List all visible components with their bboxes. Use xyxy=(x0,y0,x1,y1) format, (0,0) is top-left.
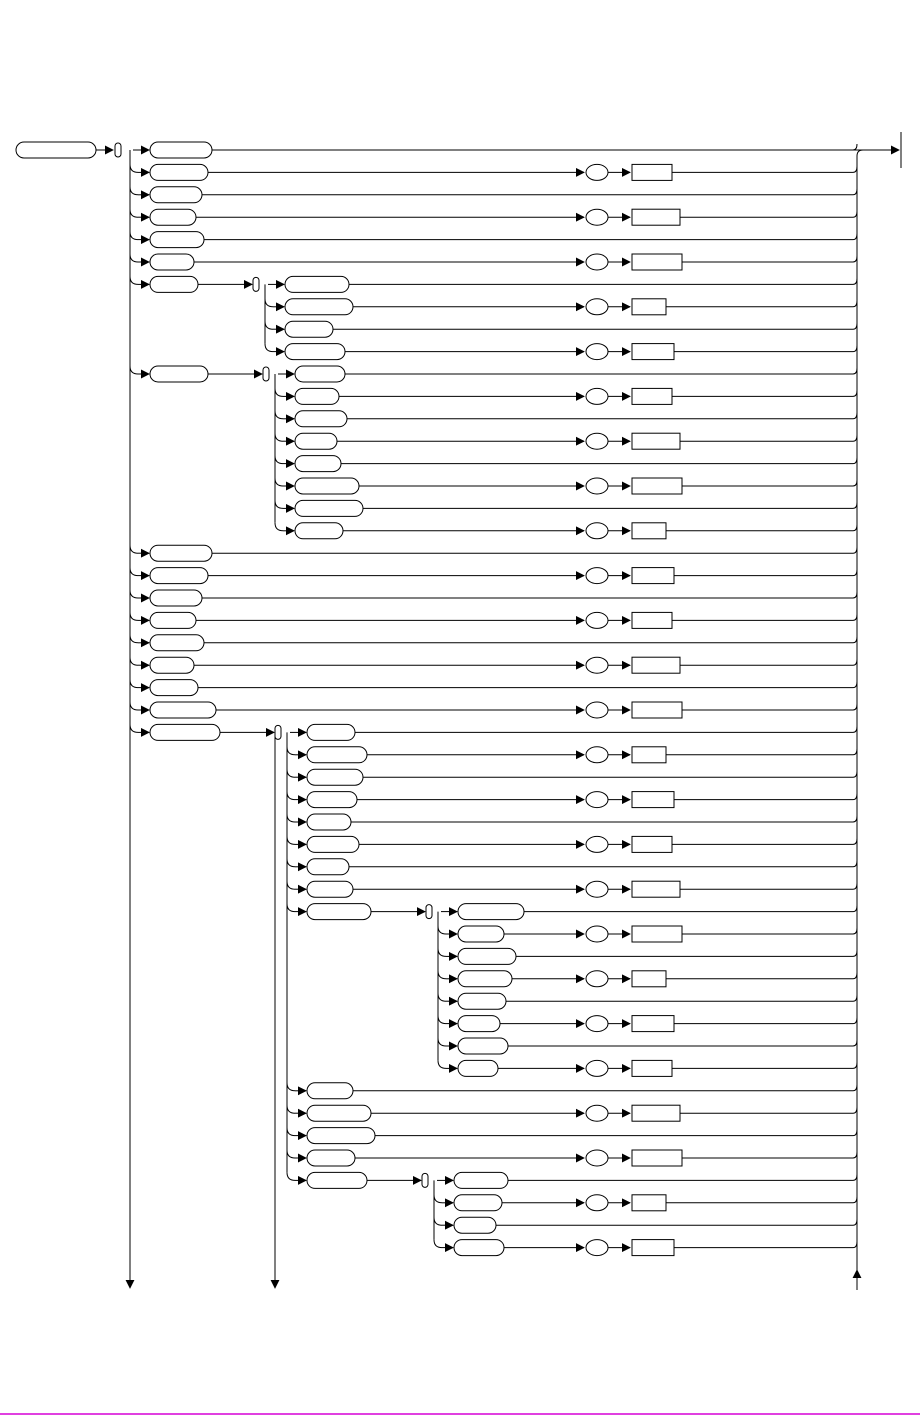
branch-16-7-separator xyxy=(586,881,608,897)
branch-16-13-1-branch-curve xyxy=(434,1195,442,1203)
branch-16-1-keyword-node xyxy=(307,747,367,763)
branch-7-keyword-node xyxy=(150,366,208,382)
branch-16-2-join xyxy=(853,771,857,777)
branch-2-branch-curve xyxy=(130,187,138,195)
branch-6-keyword-node xyxy=(150,276,198,292)
branch-16-8-1-separator xyxy=(586,926,608,942)
branch-12-join xyxy=(853,637,857,643)
branch-16-4-join xyxy=(853,816,857,822)
branch-7-1-branch-curve xyxy=(275,388,283,396)
branch-16-13-2-join xyxy=(853,1219,857,1225)
branch-16-4-keyword-node xyxy=(307,814,351,830)
branch-10-branch-curve xyxy=(130,590,138,598)
branch-8-keyword-node xyxy=(150,545,212,561)
root-keyword-node xyxy=(16,142,96,158)
branch-5-branch-curve xyxy=(130,254,138,262)
branch-15-keyword-node xyxy=(150,702,216,718)
branch-1-parameter-box xyxy=(632,164,672,180)
branch-16-8-7-join xyxy=(853,1062,857,1068)
branch-6-2-keyword-node xyxy=(285,321,333,337)
branch-2-join xyxy=(853,189,857,195)
branch-6-0-join xyxy=(853,278,857,284)
branch-7-3-parameter-box xyxy=(632,433,680,449)
branch-16-12-keyword-node xyxy=(307,1150,355,1166)
branch-16-12-join xyxy=(853,1152,857,1158)
branch-16-2-branch-curve xyxy=(287,769,295,777)
branch-16-5-separator xyxy=(586,836,608,852)
branch-7-2-keyword-node xyxy=(295,411,347,427)
branch-7-4-keyword-node xyxy=(295,456,341,472)
branch-16-8-5-parameter-box xyxy=(632,1016,674,1032)
branch-0-keyword-node xyxy=(150,142,212,158)
branch-1-branch-curve xyxy=(130,164,138,172)
branch-16-13-3-parameter-box xyxy=(632,1240,674,1256)
branch-0-join xyxy=(853,144,857,150)
branch-8-join xyxy=(853,547,857,553)
branch-6-3-keyword-node xyxy=(285,344,345,360)
right-spine-top-curve xyxy=(857,150,863,156)
branch-10-keyword-node xyxy=(150,590,202,606)
branch-7-5-branch-curve xyxy=(275,478,283,486)
branch-6-3-parameter-box xyxy=(632,344,674,360)
branch-3-parameter-box xyxy=(632,209,680,225)
branch-16-11-keyword-node xyxy=(307,1128,375,1144)
branch-16-13-3-separator xyxy=(586,1240,608,1256)
branch-16-8-7-branch-curve xyxy=(438,1060,446,1068)
branch-9-join xyxy=(853,570,857,576)
branch-16-1-parameter-box xyxy=(632,747,666,763)
branch-6-1-separator xyxy=(586,299,608,315)
branch-16-8-3-parameter-box xyxy=(632,971,666,987)
branch-6-1-join xyxy=(853,301,857,307)
branch-3-branch-curve xyxy=(130,209,138,217)
root-choice-node xyxy=(115,143,121,157)
branch-16-12-separator xyxy=(586,1150,608,1166)
branch-11-branch-curve xyxy=(130,612,138,620)
branch-3-join xyxy=(853,211,857,217)
branch-15-parameter-box xyxy=(632,702,682,718)
branch-13-parameter-box xyxy=(632,657,680,673)
branch-16-1-separator xyxy=(586,747,608,763)
branch-16-8-7-separator xyxy=(586,1060,608,1076)
branch-16-5-join xyxy=(853,838,857,844)
branch-7-7-branch-curve xyxy=(275,523,283,531)
branch-1-join xyxy=(853,166,857,172)
branch-16-10-keyword-node xyxy=(307,1105,371,1121)
branch-16-branch-curve xyxy=(130,724,138,732)
branch-16-7-keyword-node xyxy=(307,881,353,897)
branch-7-branch-curve xyxy=(130,366,138,374)
branch-16-6-keyword-node xyxy=(307,859,349,875)
branch-5-separator xyxy=(586,254,608,270)
branch-16-11-branch-curve xyxy=(287,1128,295,1136)
branch-6-2-join xyxy=(853,323,857,329)
branch-16-1-branch-curve xyxy=(287,747,295,755)
branch-16-8-5-keyword-node xyxy=(458,1016,500,1032)
branch-7-1-join xyxy=(853,390,857,396)
branch-8-branch-curve xyxy=(130,545,138,553)
branch-7-1-parameter-box xyxy=(632,388,672,404)
branch-16-8-3-join xyxy=(853,973,857,979)
branch-16-8-2-join xyxy=(853,950,857,956)
branch-6-3-join xyxy=(853,346,857,352)
branch-14-keyword-node xyxy=(150,680,198,696)
branch-16-13-3-join xyxy=(853,1242,857,1248)
branch-16-8-6-keyword-node xyxy=(458,1038,508,1054)
branch-16-3-separator xyxy=(586,792,608,808)
branch-16-9-join xyxy=(853,1085,857,1091)
branch-16-6-join xyxy=(853,861,857,867)
branch-16-8-5-join xyxy=(853,1018,857,1024)
branch-7-7-separator xyxy=(586,523,608,539)
branch-16-8-7-parameter-box xyxy=(632,1060,672,1076)
branch-16-10-parameter-box xyxy=(632,1105,680,1121)
branch-15-branch-curve xyxy=(130,702,138,710)
branch-3-separator xyxy=(586,209,608,225)
branch-7-1-separator xyxy=(586,388,608,404)
branch-14-join xyxy=(853,682,857,688)
branch-1-separator xyxy=(586,164,608,180)
branch-13-join xyxy=(853,659,857,665)
branch-16-8-4-keyword-node xyxy=(458,993,506,1009)
branch-4-join xyxy=(853,234,857,240)
branch-16-8-6-branch-curve xyxy=(438,1038,446,1046)
branch-16-0-keyword-node xyxy=(307,724,355,740)
branch-16-keyword-node xyxy=(150,724,220,740)
branch-16-13-3-branch-curve xyxy=(434,1240,442,1248)
branch-16-8-2-branch-curve xyxy=(438,948,446,956)
branch-6-0-keyword-node xyxy=(285,276,349,292)
branch-9-parameter-box xyxy=(632,568,674,584)
branch-16-8-1-join xyxy=(853,928,857,934)
branch-13-separator xyxy=(586,657,608,673)
branch-7-6-branch-curve xyxy=(275,500,283,508)
branch-12-keyword-node xyxy=(150,635,204,651)
branch-16-7-parameter-box xyxy=(632,881,680,897)
branch-16-12-branch-curve xyxy=(287,1150,295,1158)
branch-7-0-keyword-node xyxy=(295,366,345,382)
branch-11-keyword-node xyxy=(150,612,196,628)
branch-7-6-keyword-node xyxy=(295,500,363,516)
branch-6-3-separator xyxy=(586,344,608,360)
branch-7-7-join xyxy=(853,525,857,531)
branch-16-10-separator xyxy=(586,1105,608,1121)
branch-13-keyword-node xyxy=(150,657,194,673)
branch-6-3-branch-curve xyxy=(265,344,273,352)
branch-16-5-keyword-node xyxy=(307,836,359,852)
branch-4-branch-curve xyxy=(130,232,138,240)
branch-15-separator xyxy=(586,702,608,718)
branch-16-8-3-branch-curve xyxy=(438,971,446,979)
branch-7-5-separator xyxy=(586,478,608,494)
branch-13-branch-curve xyxy=(130,657,138,665)
branch-6-2-branch-curve xyxy=(265,321,273,329)
branch-16-13-3-keyword-node xyxy=(454,1240,504,1256)
branch-16-6-branch-curve xyxy=(287,859,295,867)
branch-16-13-1-parameter-box xyxy=(632,1195,666,1211)
branch-16-11-join xyxy=(853,1130,857,1136)
branch-16-13-1-keyword-node xyxy=(454,1195,502,1211)
branch-7-3-separator xyxy=(586,433,608,449)
branch-16-13-0-keyword-node xyxy=(454,1172,508,1188)
branch-3-keyword-node xyxy=(150,209,196,225)
branch-7-6-join xyxy=(853,502,857,508)
diagram-layer xyxy=(16,132,901,1290)
branch-16-8-0-join xyxy=(853,906,857,912)
branch-16-0-join xyxy=(853,726,857,732)
branch-16-8-1-parameter-box xyxy=(632,926,682,942)
branch-7-0-join xyxy=(853,368,857,374)
branch-5-keyword-node xyxy=(150,254,194,270)
branch-16-choice-node xyxy=(275,725,281,739)
branch-16-13-choice-node xyxy=(422,1173,428,1187)
branch-16-13-0-join xyxy=(853,1174,857,1180)
branch-6-branch-curve xyxy=(130,276,138,284)
branch-7-5-join xyxy=(853,480,857,486)
branch-7-5-keyword-node xyxy=(295,478,359,494)
branch-16-8-7-keyword-node xyxy=(458,1060,498,1076)
branch-16-8-keyword-node xyxy=(307,904,371,920)
branch-16-5-branch-curve xyxy=(287,836,295,844)
branch-10-join xyxy=(853,592,857,598)
branch-16-8-5-separator xyxy=(586,1016,608,1032)
branch-16-10-join xyxy=(853,1107,857,1113)
branch-16-13-2-keyword-node xyxy=(454,1217,496,1233)
branch-7-7-keyword-node xyxy=(295,523,343,539)
branch-16-8-3-separator xyxy=(586,971,608,987)
branch-16-3-branch-curve xyxy=(287,792,295,800)
branch-16-13-keyword-node xyxy=(307,1172,367,1188)
branch-5-parameter-box xyxy=(632,254,682,270)
branch-16-13-branch-curve xyxy=(287,1172,295,1180)
branch-16-7-branch-curve xyxy=(287,881,295,889)
branch-16-8-2-keyword-node xyxy=(458,948,516,964)
branch-9-keyword-node xyxy=(150,568,208,584)
branch-16-3-join xyxy=(853,794,857,800)
branch-7-2-branch-curve xyxy=(275,411,283,419)
branch-16-1-join xyxy=(853,749,857,755)
branch-16-7-join xyxy=(853,883,857,889)
branch-1-keyword-node xyxy=(150,164,208,180)
branch-5-join xyxy=(853,256,857,262)
branch-16-13-1-join xyxy=(853,1197,857,1203)
branch-16-8-branch-curve xyxy=(287,904,295,912)
branch-16-2-keyword-node xyxy=(307,769,363,785)
footer-rule xyxy=(0,1413,920,1415)
branch-14-branch-curve xyxy=(130,680,138,688)
branch-16-4-branch-curve xyxy=(287,814,295,822)
branch-11-parameter-box xyxy=(632,612,672,628)
branch-16-8-6-join xyxy=(853,1040,857,1046)
branch-7-choice-node xyxy=(263,367,269,381)
branch-16-5-parameter-box xyxy=(632,836,672,852)
branch-11-join xyxy=(853,614,857,620)
branch-12-branch-curve xyxy=(130,635,138,643)
branch-7-3-join xyxy=(853,435,857,441)
branch-16-13-1-separator xyxy=(586,1195,608,1211)
branch-16-3-keyword-node xyxy=(307,792,357,808)
branch-6-choice-node xyxy=(253,277,259,291)
branch-7-3-keyword-node xyxy=(295,433,337,449)
branch-16-8-1-branch-curve xyxy=(438,926,446,934)
branch-16-8-5-branch-curve xyxy=(438,1016,446,1024)
branch-9-branch-curve xyxy=(130,568,138,576)
branch-6-1-branch-curve xyxy=(265,299,273,307)
branch-16-12-parameter-box xyxy=(632,1150,682,1166)
branch-7-3-branch-curve xyxy=(275,433,283,441)
branch-16-8-4-join xyxy=(853,995,857,1001)
branch-7-7-parameter-box xyxy=(632,523,666,539)
branch-16-8-4-branch-curve xyxy=(438,993,446,1001)
branch-4-keyword-node xyxy=(150,232,204,248)
branch-9-separator xyxy=(586,568,608,584)
branch-2-keyword-node xyxy=(150,187,202,203)
branch-16-8-choice-node xyxy=(426,905,432,919)
branch-16-13-2-branch-curve xyxy=(434,1217,442,1225)
branch-16-10-branch-curve xyxy=(287,1105,295,1113)
branch-16-9-branch-curve xyxy=(287,1083,295,1091)
branch-7-5-parameter-box xyxy=(632,478,682,494)
branch-7-4-join xyxy=(853,458,857,464)
branch-6-1-parameter-box xyxy=(632,299,666,315)
branch-16-9-keyword-node xyxy=(307,1083,353,1099)
branch-7-1-keyword-node xyxy=(295,388,339,404)
branch-16-8-3-keyword-node xyxy=(458,971,512,987)
branch-6-1-keyword-node xyxy=(285,299,353,315)
branch-11-separator xyxy=(586,612,608,628)
branch-16-8-0-keyword-node xyxy=(458,904,524,920)
branch-7-2-join xyxy=(853,413,857,419)
branch-7-4-branch-curve xyxy=(275,456,283,464)
branch-16-8-1-keyword-node xyxy=(458,926,504,942)
branch-16-3-parameter-box xyxy=(632,792,674,808)
branch-15-join xyxy=(853,704,857,710)
